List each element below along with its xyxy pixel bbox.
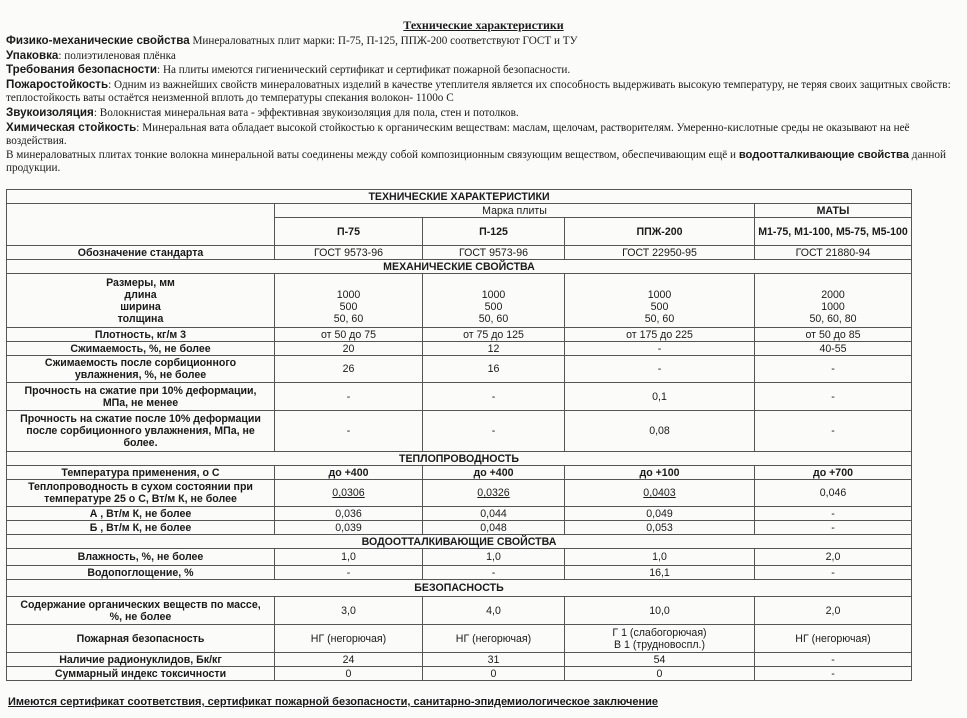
cell: 0 bbox=[275, 667, 423, 681]
cell: 0,049 bbox=[565, 507, 755, 521]
label-line: температуре 25 о С, Вт/м К, не более bbox=[44, 493, 237, 505]
brand-header: Марка плиты bbox=[275, 204, 755, 218]
cell: - bbox=[423, 411, 565, 452]
safety-text: На плиты имеются гигиенический сертификат и сертификат пожарной безопасности. bbox=[162, 64, 571, 77]
cell: 0,036 bbox=[275, 507, 423, 521]
table-row bbox=[7, 246, 912, 260]
cell: НГ (негорючая) bbox=[755, 625, 912, 653]
water-text-bold: водоотталкивающие свойства bbox=[738, 148, 909, 161]
table-row bbox=[7, 190, 912, 204]
label-line: толщина bbox=[117, 312, 164, 325]
table-row bbox=[7, 597, 912, 625]
table-row bbox=[7, 204, 912, 218]
cell: - bbox=[755, 667, 912, 681]
cell: 10,0 bbox=[565, 597, 755, 625]
cell: до +400 bbox=[423, 466, 565, 480]
row-label bbox=[7, 597, 275, 625]
specs-table bbox=[6, 189, 912, 681]
mats-header: МАТЫ bbox=[755, 204, 912, 218]
row-label: Влажность, %, не более bbox=[7, 549, 275, 566]
cell: 0,08 bbox=[565, 411, 755, 452]
label-line: после сорбиционного увлажнения, МПа, не bbox=[26, 425, 255, 437]
section-header: МЕХАНИЧЕСКИЕ СВОЙСТВА bbox=[7, 260, 912, 274]
section-header: ТЕПЛОПРОВОДНОСТЬ bbox=[7, 452, 912, 466]
cell: 0,1 bbox=[565, 383, 755, 411]
cell: 1,0 bbox=[565, 549, 755, 566]
intro-section bbox=[6, 34, 961, 176]
row-label: Пожарная безопасность bbox=[7, 625, 275, 653]
cell: - bbox=[755, 383, 912, 411]
packaging-label: Упаковка bbox=[6, 48, 59, 62]
row-label: Суммарный индекс токсичности bbox=[7, 667, 275, 681]
cell bbox=[565, 274, 755, 328]
label-line: %, не более bbox=[109, 610, 172, 623]
dim-width: 500 bbox=[650, 300, 669, 313]
row-label: Обозначение стандарта bbox=[7, 246, 275, 260]
cell: - bbox=[755, 507, 912, 521]
water-text-a: В минераловатных плитах тонкие волокна минеральной ваты соединены между собой композиционным связующим веществом, обеспечивающим ещё и bbox=[6, 148, 737, 161]
table-row bbox=[7, 653, 912, 667]
cell: 0,046 bbox=[755, 480, 912, 507]
physmech-paragraph bbox=[6, 34, 961, 49]
cell: 16,1 bbox=[565, 566, 755, 580]
cell: - bbox=[755, 521, 912, 535]
table-row bbox=[7, 356, 912, 383]
fire-text: Одним из важнейших свойств минераловатных изделий в качестве утеплителя является их способность выдерживать высокую температуру, не теряя своих защитных свойств: теплостойкость ваты остаётся неизменной вплоть до температуры спекания волокон- 1100о С bbox=[6, 78, 951, 105]
chem-text: Минеральная вата обладает высокой стойкостью к органическим веществам: маслам, щелочам, растворителям. Умеренно-кислотные среды не оказывают на неё воздействия. bbox=[6, 121, 910, 148]
table-row bbox=[7, 566, 912, 580]
fire-paragraph: Пожаростойкость: Одним из важнейших свойств минераловатных изделий в качестве утеплителя является их способность выдерживать высокую температуру, не теряя своих защитных свойств: теплостойкость ваты остаётся неизменной вплоть до температуры спекания волокон- 1100о С bbox=[6, 77, 951, 105]
dim-thickness: 50, 60 bbox=[333, 312, 364, 325]
table-row bbox=[7, 383, 912, 411]
cell: 0,044 bbox=[423, 507, 565, 521]
table-row bbox=[7, 535, 912, 549]
fire-label: Пожаростойкость bbox=[6, 77, 109, 91]
cell: - bbox=[275, 566, 423, 580]
row-label bbox=[7, 274, 275, 328]
cell: ГОСТ 21880-94 bbox=[755, 246, 912, 260]
dim-thickness: 50, 60, 80 bbox=[809, 312, 857, 325]
cell: - bbox=[423, 383, 565, 411]
row-label: Сжимаемость, %, не более bbox=[7, 342, 275, 356]
label-line: Прочность на сжатие после 10% деформации bbox=[20, 413, 261, 425]
table-row bbox=[7, 411, 912, 452]
dim-length: 1000 bbox=[336, 288, 361, 301]
label-line: длина bbox=[124, 288, 157, 301]
row-label: Температура применения, о С bbox=[7, 466, 275, 480]
chem-label: Химическая стойкость bbox=[6, 120, 137, 134]
cell: - bbox=[755, 566, 912, 580]
cell: ГОСТ 9573-96 bbox=[275, 246, 423, 260]
cell: 0 bbox=[423, 667, 565, 681]
label-line: ширина bbox=[120, 300, 161, 313]
dim-thickness: 50, 60 bbox=[644, 312, 675, 325]
main-header: ТЕХНИЧЕСКИЕ ХАРАКТЕРИСТИКИ bbox=[7, 190, 912, 204]
cell: НГ (негорючая) bbox=[423, 625, 565, 653]
sound-label: Звукоизоляция bbox=[6, 105, 94, 119]
cell: 31 bbox=[423, 653, 565, 667]
packaging-text: полиэтиленовая плёнка bbox=[64, 49, 176, 62]
safety-label: Требования безопасности bbox=[6, 63, 158, 77]
cell bbox=[275, 274, 423, 328]
table-row bbox=[7, 549, 912, 566]
cell: 1,0 bbox=[275, 549, 423, 566]
table-row bbox=[7, 507, 912, 521]
cell: от 50 до 85 bbox=[755, 328, 912, 342]
row-label bbox=[7, 411, 275, 452]
dim-width: 500 bbox=[484, 300, 503, 313]
col-header: П-75 bbox=[275, 218, 423, 246]
col-header: ППЖ-200 bbox=[565, 218, 755, 246]
chem-paragraph: Химическая стойкость: Минеральная вата обладает высокой стойкостью к органическим веществам: маслам, щелочам, растворителям. Умеренно-кислотные среды не оказывают на неё воздействия. bbox=[6, 120, 910, 148]
cell: - bbox=[755, 356, 912, 383]
row-label: Водопоглощение, % bbox=[7, 566, 275, 580]
cell: 0,039 bbox=[275, 521, 423, 535]
table-row bbox=[7, 260, 912, 274]
cell: 0,053 bbox=[565, 521, 755, 535]
cell: 2,0 bbox=[755, 549, 912, 566]
cell: до +700 bbox=[755, 466, 912, 480]
section-header: БЕЗОПАСНОСТЬ bbox=[7, 580, 912, 597]
cell: от 175 до 225 bbox=[565, 328, 755, 342]
label-line: Прочность на сжатие при 10% деформации, bbox=[24, 384, 257, 397]
dim-length: 1000 bbox=[481, 288, 506, 301]
cell: 54 bbox=[565, 653, 755, 667]
section-header: ВОДООТТАЛКИВАЮЩИЕ СВОЙСТВА bbox=[7, 535, 912, 549]
cell: 1,0 bbox=[423, 549, 565, 566]
document-page bbox=[0, 18, 967, 718]
cell: 26 bbox=[275, 356, 423, 383]
cell: - bbox=[755, 411, 912, 452]
cell: 0,048 bbox=[423, 521, 565, 535]
dim-length: 2000 bbox=[821, 288, 845, 301]
dim-length: 1000 bbox=[647, 288, 672, 301]
label-line: Содержание органических веществ по массе, bbox=[20, 598, 261, 611]
cell: от 75 до 125 bbox=[423, 328, 565, 342]
row-label: Наличие радионуклидов, Бк/кг bbox=[7, 653, 275, 667]
row-label bbox=[7, 383, 275, 411]
cell: 20 bbox=[275, 342, 423, 356]
sound-text: Волокнистая минеральная вата - эффективная звукоизоляция для пола, стен и потолков. bbox=[99, 106, 519, 119]
cell: 0 bbox=[565, 667, 755, 681]
cell: до +100 bbox=[565, 466, 755, 480]
cell: от 50 до 75 bbox=[275, 328, 423, 342]
cell: 0,0403 bbox=[565, 480, 755, 507]
row-label bbox=[7, 356, 275, 383]
cell: - bbox=[755, 653, 912, 667]
table-row bbox=[7, 521, 912, 535]
label-line: увлажнения, %, не более bbox=[74, 369, 207, 381]
certificates-footer: Имеются сертификат соответствия, сертификат пожарной безопасности, санитарно-эпидемиологическое заключение bbox=[8, 696, 658, 708]
cell: 0,0306 bbox=[275, 480, 423, 507]
table-row bbox=[7, 342, 912, 356]
label-line: более. bbox=[123, 437, 158, 449]
cell: 16 bbox=[423, 356, 565, 383]
table-row bbox=[7, 625, 912, 653]
dim-width: 1000 bbox=[821, 300, 845, 313]
header-empty-cell bbox=[7, 204, 275, 246]
cell: 40-55 bbox=[755, 342, 912, 356]
table-row bbox=[7, 667, 912, 681]
cell bbox=[423, 274, 565, 328]
table-row bbox=[7, 480, 912, 507]
row-label: Б , Вт/м К, не более bbox=[7, 521, 275, 535]
row-label: Плотность, кг/м 3 bbox=[7, 328, 275, 342]
col-header: П-125 bbox=[423, 218, 565, 246]
label-line: Размеры, мм bbox=[106, 276, 175, 289]
cell: 4,0 bbox=[423, 597, 565, 625]
cell: - bbox=[565, 342, 755, 356]
col-header: М1-75, М1-100, М5-75, М5-100 bbox=[755, 218, 912, 246]
table-row bbox=[7, 328, 912, 342]
cell: 0,0326 bbox=[423, 480, 565, 507]
cell: - bbox=[275, 411, 423, 452]
table-row bbox=[7, 580, 912, 597]
row-label: А , Вт/м К, не более bbox=[7, 507, 275, 521]
cell: ГОСТ 22950-95 bbox=[565, 246, 755, 260]
cell: 2,0 bbox=[755, 597, 912, 625]
dim-thickness: 50, 60 bbox=[478, 312, 509, 325]
fire-class-line: Г 1 (слабогорючая) bbox=[612, 626, 707, 639]
label-line: Теплопроводность в сухом состоянии при bbox=[28, 481, 253, 493]
table-row bbox=[7, 452, 912, 466]
water-text-b: данной продукции. bbox=[6, 148, 946, 175]
cell: - bbox=[565, 356, 755, 383]
label-line: Сжимаемость после сорбиционного bbox=[44, 357, 237, 369]
fire-class-line: В 1 (трудновоспл.) bbox=[614, 638, 705, 651]
cell bbox=[755, 274, 912, 328]
cell bbox=[565, 625, 755, 653]
document-title: Технические характеристики bbox=[403, 18, 564, 32]
dim-width: 500 bbox=[339, 300, 358, 313]
table-row bbox=[7, 274, 912, 328]
packaging-paragraph: Упаковка: полиэтиленовая плёнка bbox=[6, 48, 176, 62]
safety-paragraph: Требования безопасности: На плиты имеются гигиенический сертификат и сертификат пожарной безопасности. bbox=[6, 63, 571, 77]
label-line: МПа, не менее bbox=[102, 396, 179, 409]
physmech-label: Физико-механические свойства bbox=[6, 34, 190, 47]
cell: до +400 bbox=[275, 466, 423, 480]
cell: - bbox=[275, 383, 423, 411]
cell: - bbox=[423, 566, 565, 580]
cell: 12 bbox=[423, 342, 565, 356]
row-label bbox=[7, 480, 275, 507]
table-row bbox=[7, 466, 912, 480]
water-paragraph bbox=[6, 149, 961, 176]
cell: 3,0 bbox=[275, 597, 423, 625]
cell: НГ (негорючая) bbox=[275, 625, 423, 653]
cell: ГОСТ 9573-96 bbox=[423, 246, 565, 260]
physmech-text: Минераловатных плит марки: П-75, П-125, ППЖ-200 соответствуют ГОСТ и ТУ bbox=[192, 35, 578, 47]
cell: 24 bbox=[275, 653, 423, 667]
sound-paragraph: Звукоизоляция: Волокнистая минеральная вата - эффективная звукоизоляция для пола, стен и потолков. bbox=[6, 105, 519, 119]
